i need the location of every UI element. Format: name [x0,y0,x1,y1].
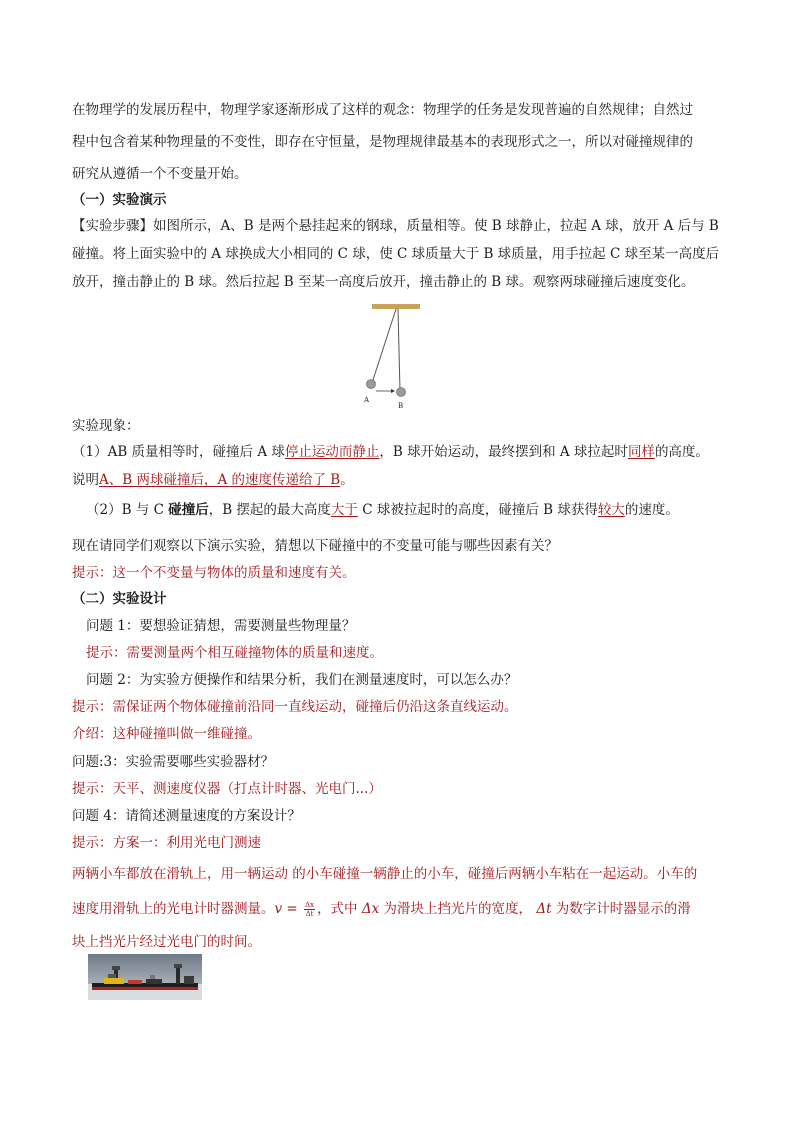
symbol-dx: Δx [361,901,380,917]
question-2: 问题 2：为实验方便操作和结果分析，我们在测量速度时，可以怎么办？ [86,672,518,688]
p2-answer-larger: 较大 [597,502,625,518]
steps-line-3: 放开，撞击静止的 B 球。然后拉起 B 至某一高度后放开，撞击静止的 B 球。观察两球碰撞后速度变化。 [72,274,695,290]
p1-text-f: 说明 [72,472,99,488]
ball-b [397,388,406,397]
formula-fraction [304,901,315,918]
steps-line-1 [72,216,719,236]
plan-text-b: ，式中 [317,901,362,917]
formula-numerator: Δx [305,901,315,909]
string-a [372,309,396,383]
steps-text-1: 如图所示，A、B 是两个悬挂起来的钢球，质量相等。使 B 球静止，拉起 A 球，放开 A 后与 B [153,218,719,234]
question-1: 问题 1：要想验证猜想，需要测量些物理量？ [86,618,356,634]
phenomena-title: 实验现象： [72,418,140,434]
p1-answer-transfer: A、B 两球碰撞后，A 的速度传递给了 B [99,472,341,488]
arrow-head-icon [391,389,395,393]
hint-2: 提示：需保证两个物体碰撞前沿同一直线运动，碰撞后仍沿这条直线运动。 [72,699,518,715]
p2-text-e: C 球被拉起时的高度，碰撞后 B 球获得 [357,502,598,518]
plan-text-c: 为滑块上挡光片的宽度， [379,901,537,917]
p2-answer-greater: 大于 [330,502,358,518]
air-track-photo [88,954,202,1000]
steps-label: 【实验步骤】 [72,218,153,234]
cart-1 [104,978,124,984]
phenomena-line-3 [86,500,679,520]
main-hint: 提示：这一个不变量与物体的质量和速度有关。 [72,565,356,581]
string-b [398,309,400,391]
intro-1d: 介绍：这种碰撞叫做一维碰撞。 [72,726,261,742]
label-a: A [364,396,370,404]
p1-answer-stop: 停止运动而静止 [284,444,380,460]
formula-denominator: Δt [305,910,314,918]
formula-v: v [274,901,283,917]
photogate-right [176,966,180,984]
steps-line-2: 碰撞。将上面实验中的 A 球换成大小相同的 C 球，使 C 球质量大于 B 球质量，用手拉起 C 球至某一高度后 [72,246,720,262]
symbol-dt: Δt [536,901,552,917]
plan-line-3: 块上挡光片经过光电门的时间。 [72,934,261,950]
plan-text-a: 速度用滑轨上的光电计时器测量。 [72,901,275,917]
intro-line-2: 程中包含着某种物理量的不变性，即存在守恒量，是物理规律最基本的表现形式之一，所以对碰撞规律的 [72,134,693,150]
plan-line-2 [72,899,691,919]
intro-line-3: 研究从遵循一个不变量开始。 [72,166,248,182]
ceiling-bar [372,304,420,309]
p2-text-a: （2）B 与 C [86,502,169,518]
hint-3: 提示：天平、测速度仪器（打点计时器、光电门...） [72,781,382,797]
question-4: 问题 4：请简述测量速度的方案设计？ [72,808,301,824]
p2-text-b: 碰撞后 [168,502,209,518]
plan-text-d: 为数字计时器显示的滑 [551,901,691,917]
label-b: B [398,402,404,410]
plan-line-1: 两辆小车都放在滑轨上，用一辆运动 的小车碰撞一辆静止的小车，碰撞后两辆小车粘在一起运动。小车的 [72,866,698,882]
ball-a [367,380,376,389]
p1-text-a: （1）AB 质量相等时，碰撞后 A 球 [72,444,285,460]
main-question: 现在请同学们观察以下演示实验，猜想以下碰撞中的不变量可能与哪些因素有关？ [72,538,558,554]
hint-1: 提示：需要测量两个相互碰撞物体的质量和速度。 [86,645,383,661]
p1-answer-same: 同样 [627,444,655,460]
p1-text-c: ，B 球开始运动，最终摆到和 A 球拉起时 [379,444,628,460]
section2-heading: （二）实验设计 [72,591,167,607]
cart-2 [146,979,162,984]
section1-heading: （一）实验演示 [72,192,167,208]
question-3: 问题:3：实验需要哪些实验器材？ [72,754,275,770]
phenomena-line-1 [72,442,709,462]
hint-4: 提示：方案一：利用光电门测速 [72,835,261,851]
p1-text-h: 。 [340,472,354,488]
formula-eq: = [282,901,303,917]
pendulum-figure [360,300,440,410]
p1-text-e: 的高度。 [654,444,709,460]
p2-text-g: 的速度。 [624,502,679,518]
p2-text-c: ，B 摆起的最大高度 [208,502,331,518]
phenomena-line-2 [72,470,354,490]
intro-line-1: 在物理学的发展历程中，物理学家逐渐形成了这样的观念：物理学的任务是发现普遍的自然规律；自然过 [72,102,693,118]
